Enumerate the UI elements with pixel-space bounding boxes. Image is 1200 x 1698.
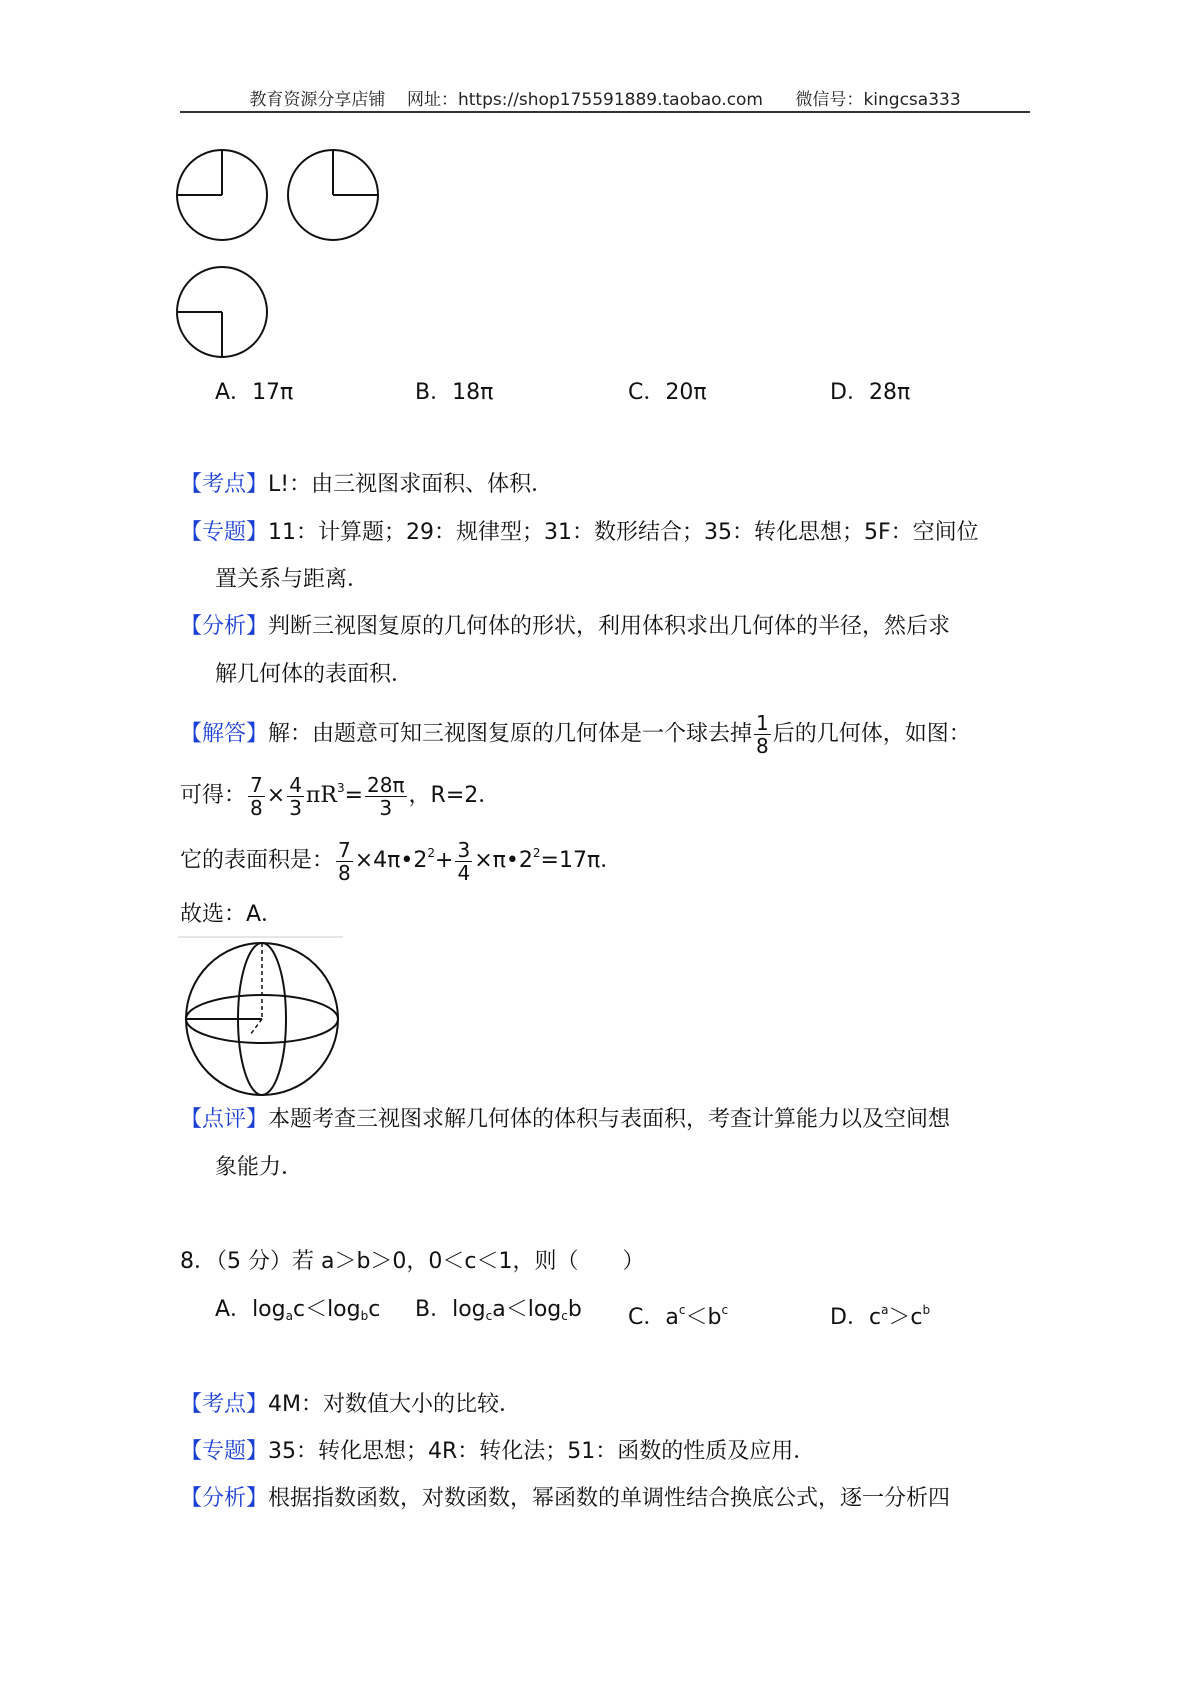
three-view-diagram <box>175 140 395 370</box>
jieda-tag: 【解答】 <box>180 721 269 747</box>
sphere-diagram <box>178 935 348 1100</box>
q7-option-d: D．28π <box>830 380 911 405</box>
q8-zhuanti: 【专题】35：转化思想；4R：转化法；51：函数的性质及应用． <box>180 1439 816 1464</box>
fraction-one-eighth: $\frac{1}{8}$ <box>756 711 769 758</box>
header-wechat-label: 微信号： <box>795 90 864 110</box>
q8-stem: 8．（5 分）若 a＞b＞0，0＜c＜1，则（ ） <box>180 1249 645 1274</box>
q7-option-b: B．18π <box>415 380 494 405</box>
q7-jieda: 【解答】解：由题意可知三视图复原的几何体是一个球去掉 $\frac{1}{8}$ 后的几何体，如图： <box>180 711 971 758</box>
q8-option-c: C．$a^c<b^c$ <box>628 1303 729 1330</box>
header-rule <box>180 111 1030 113</box>
q8-fenxi: 【分析】根据指数函数，对数函数，幂函数的单调性结合换底公式，逐一分析四 <box>180 1486 951 1511</box>
dianping-tag: 【点评】 <box>180 1107 269 1132</box>
zhuanti-tag: 【专题】 <box>180 520 269 545</box>
page-header <box>180 85 1030 110</box>
q7-fenxi-line2: 解几何体的表面积． <box>215 662 414 687</box>
q7-answer: 故选：A． <box>180 902 284 927</box>
header-url-label: 网址： <box>406 90 458 110</box>
header-wechat: kingcsa333 <box>863 90 961 110</box>
q8-option-a: A．$\log_ac<\log_bc$ <box>215 1297 381 1323</box>
fenxi-tag: 【分析】 <box>180 1486 269 1511</box>
q7-volume-equation: 可得： $\frac{7}{8}$ × $\frac{4}{3}$ $\pi R^3=$ $\frac{28\pi}{3}$ ，R=2． <box>180 772 501 820</box>
q7-dianping-line1: 【点评】本题考查三视图求解几何体的体积与表面积，考查计算能力以及空间想 <box>180 1107 951 1132</box>
kaodian-tag: 【考点】 <box>180 472 269 497</box>
q7-fenxi-line1: 【分析】判断三视图复原的几何体的形状，利用体积求出几何体的半径，然后求 <box>180 614 951 639</box>
fenxi-tag: 【分析】 <box>180 614 269 639</box>
q7-zhuanti-line1: 【专题】11：计算题；29：规律型；31：数形结合；35：转化思想；5F：空间位 <box>180 520 979 545</box>
q8-option-b: B．$\log_ca<\log_cb$ <box>415 1297 582 1323</box>
side-view <box>288 150 378 240</box>
q8-kaodian: 【考点】4M：对数值大小的比较． <box>180 1392 521 1417</box>
q7-surface-equation: 它的表面积是： $\frac{7}{8}$ $\times 4\pi•2^2+$ $\frac{3}{4}$ $\times\pi•2^2=17\pi$． <box>180 837 623 885</box>
q7-option-a: A．17π <box>215 380 294 405</box>
q8-option-d: D．$c^a>c^b$ <box>830 1303 931 1330</box>
q7-zhuanti-line2: 置关系与距离． <box>215 567 370 592</box>
top-view <box>177 267 267 357</box>
header-shop: 教育资源分享店铺 <box>249 90 386 110</box>
kaodian-tag: 【考点】 <box>180 1392 269 1417</box>
header-url[interactable]: https://shop175591889.taobao.com <box>457 90 763 110</box>
front-view <box>177 150 267 240</box>
q7-dianping-line2: 象能力． <box>215 1155 304 1180</box>
zhuanti-tag: 【专题】 <box>180 1439 269 1464</box>
q7-kaodian: 【考点】L!：由三视图求面积、体积． <box>180 472 554 497</box>
q7-option-c: C．20π <box>628 380 707 405</box>
